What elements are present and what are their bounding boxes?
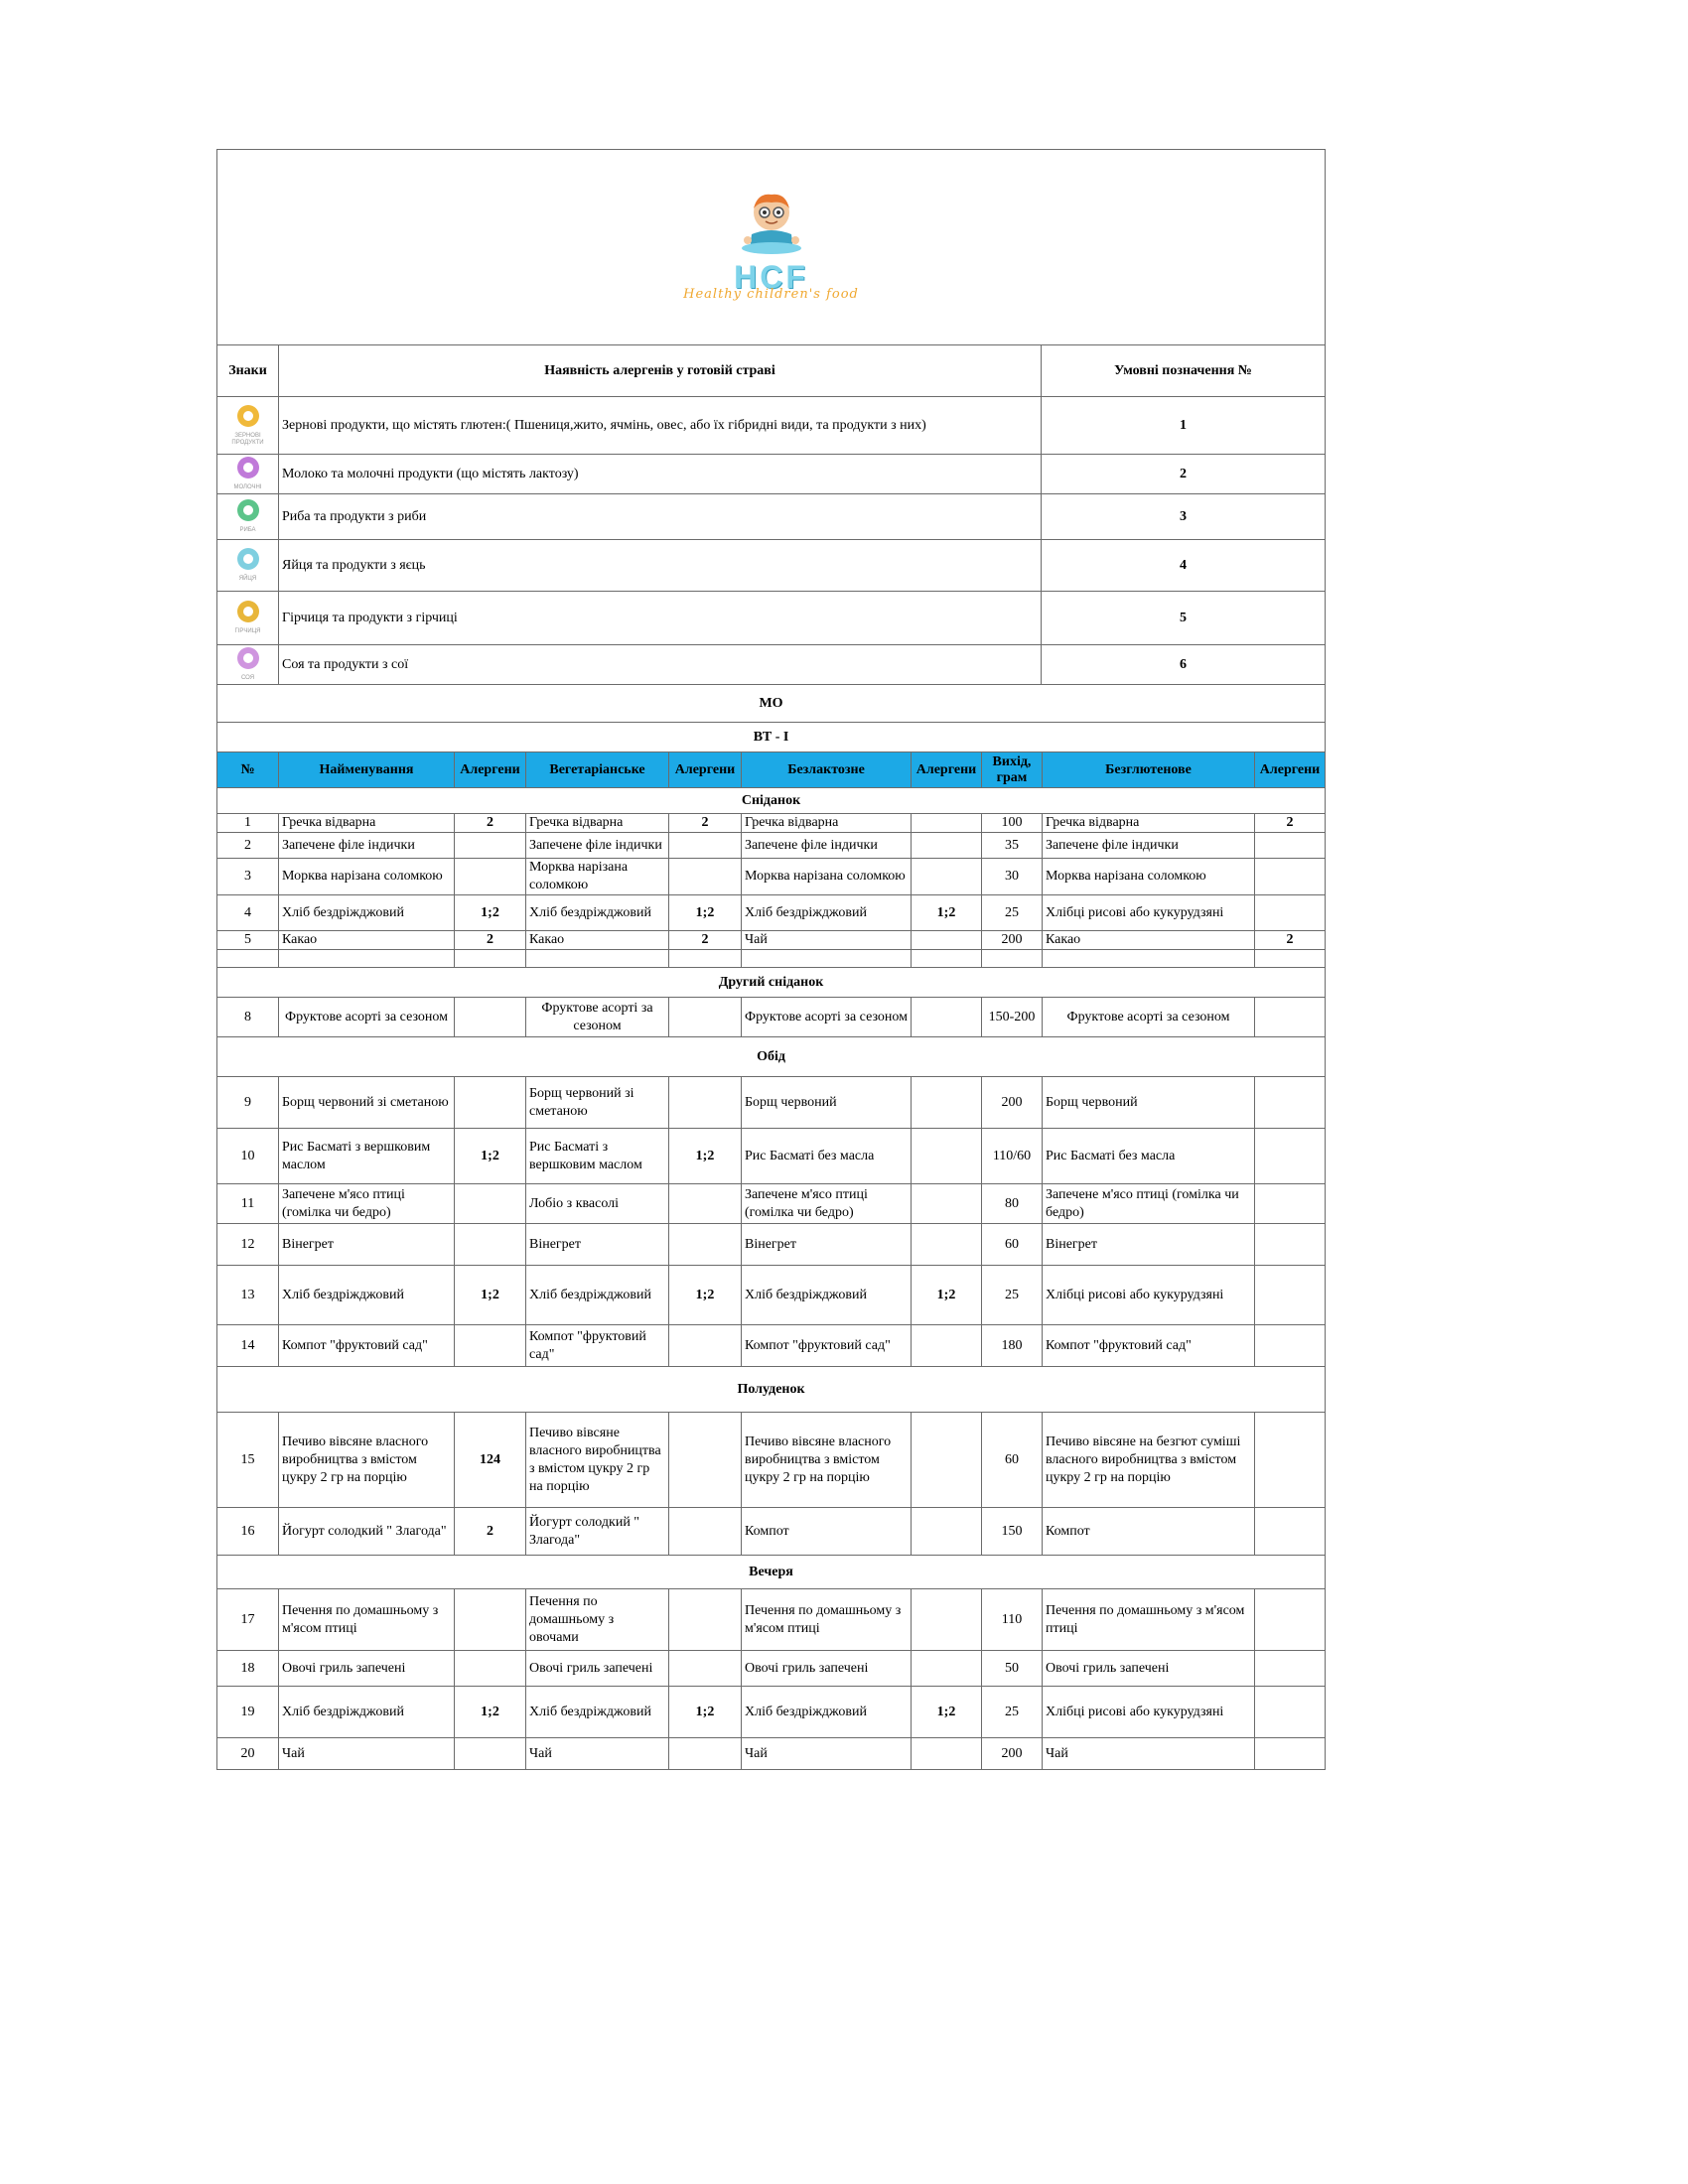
output-gram: 60 xyxy=(982,1413,1043,1508)
table-row xyxy=(217,1129,1326,1184)
grain-icon xyxy=(237,405,259,427)
legend-code: 4 xyxy=(1042,540,1326,592)
egg-icon xyxy=(237,548,259,570)
dish-lactose-free: Запечене м'ясо птиці (гомілка чи бедро) xyxy=(742,1184,912,1224)
dish-gluten-free: Гречка відварна xyxy=(1043,814,1255,833)
allergens-gluten-free xyxy=(1255,859,1326,895)
dish-vegetarian: Морква нарізана соломкою xyxy=(526,859,669,895)
legend-row xyxy=(217,455,1326,494)
allergens-vegetarian xyxy=(669,1738,742,1770)
output-gram: 25 xyxy=(982,1266,1043,1325)
row-number: 5 xyxy=(217,931,279,950)
allergens-lactose-free xyxy=(912,950,982,968)
section-row xyxy=(217,788,1326,814)
allergens-gluten-free xyxy=(1255,895,1326,931)
dish-name: Борщ червоний зі сметаною xyxy=(279,1077,455,1129)
row-number: 8 xyxy=(217,998,279,1037)
output-gram: 80 xyxy=(982,1184,1043,1224)
allergens-vegetarian: 1;2 xyxy=(669,1129,742,1184)
legend-header-allergens: Наявність алергенів у готовій страві xyxy=(279,345,1042,397)
row-number: 20 xyxy=(217,1738,279,1770)
mustard-icon xyxy=(237,601,259,622)
logo-text: HCF xyxy=(734,259,808,295)
row-number: 4 xyxy=(217,895,279,931)
allergens-vegetarian xyxy=(669,833,742,859)
row-number: 18 xyxy=(217,1651,279,1687)
output-gram: 200 xyxy=(982,1738,1043,1770)
allergens-vegetarian: 2 xyxy=(669,814,742,833)
allergens-gluten-free xyxy=(1255,998,1326,1037)
menu-day-title: ВТ - І xyxy=(217,723,1326,752)
row-number: 12 xyxy=(217,1224,279,1266)
allergens-gluten-free xyxy=(1255,1224,1326,1266)
row-number: 13 xyxy=(217,1266,279,1325)
dish-name: Хліб бездріжджовий xyxy=(279,895,455,931)
table-row xyxy=(217,1266,1326,1325)
dish-lactose-free: Гречка відварна xyxy=(742,814,912,833)
menu-sheet xyxy=(216,149,1325,1770)
legend-row xyxy=(217,540,1326,592)
allergens-lactose-free xyxy=(912,859,982,895)
legend-icon-cell xyxy=(217,645,279,685)
dish-gluten-free: Компот "фруктовий сад" xyxy=(1043,1325,1255,1367)
table-row xyxy=(217,1508,1326,1556)
title-row-day xyxy=(217,723,1326,752)
allergens-lactose-free xyxy=(912,1184,982,1224)
table-row xyxy=(217,1738,1326,1770)
allergens-lactose-free xyxy=(912,1738,982,1770)
section-row xyxy=(217,1037,1326,1077)
table-row xyxy=(217,814,1326,833)
dish-lactose-free: Фруктове асорті за сезоном xyxy=(742,998,912,1037)
allergens-lactose-free xyxy=(912,1325,982,1367)
legend-code: 3 xyxy=(1042,494,1326,540)
legend-allergen-text: Яйця та продукти з яєць xyxy=(279,540,1042,592)
section-row xyxy=(217,1367,1326,1413)
allergens-main xyxy=(455,859,526,895)
allergens-gluten-free xyxy=(1255,1129,1326,1184)
dish-lactose-free: Овочі гриль запечені xyxy=(742,1651,912,1687)
allergens-gluten-free xyxy=(1255,1738,1326,1770)
section-title: Вечеря xyxy=(217,1556,1326,1589)
dish-name: Овочі гриль запечені xyxy=(279,1651,455,1687)
dish-lactose-free: Компот "фруктовий сад" xyxy=(742,1325,912,1367)
dish-lactose-free: Запечене філе індички xyxy=(742,833,912,859)
legend-row xyxy=(217,645,1326,685)
logo-cell xyxy=(217,150,1326,345)
legend-icon-cell xyxy=(217,592,279,645)
dish-gluten-free: Запечене м'ясо птиці (гомілка чи бедро) xyxy=(1043,1184,1255,1224)
allergens-lactose-free xyxy=(912,1413,982,1508)
dish-name: Чай xyxy=(279,1738,455,1770)
dish-lactose-free: Рис Басматі без масла xyxy=(742,1129,912,1184)
allergens-main xyxy=(455,1325,526,1367)
allergens-main xyxy=(455,1077,526,1129)
allergens-gluten-free xyxy=(1255,1687,1326,1738)
output-gram: 30 xyxy=(982,859,1043,895)
dish-vegetarian: Гречка відварна xyxy=(526,814,669,833)
legend-icon-caption: ГІРЧИЦЯ xyxy=(234,628,261,634)
allergens-vegetarian: 1;2 xyxy=(669,1687,742,1738)
row-number: 2 xyxy=(217,833,279,859)
allergens-lactose-free: 1;2 xyxy=(912,1266,982,1325)
legend-table xyxy=(216,149,1326,685)
allergens-vegetarian xyxy=(669,1508,742,1556)
output-gram xyxy=(982,950,1043,968)
output-gram: 60 xyxy=(982,1224,1043,1266)
dish-gluten-free: Хлібці рисові або кукурудзяні xyxy=(1043,1687,1255,1738)
dish-lactose-free: Вінегрет xyxy=(742,1224,912,1266)
table-row xyxy=(217,1413,1326,1508)
allergens-main xyxy=(455,998,526,1037)
dish-vegetarian: Фруктове асорті за сезоном xyxy=(526,998,669,1037)
logo-tagline: Healthy children's food xyxy=(683,287,859,302)
col-header-gluten-free: Безглютенове xyxy=(1043,752,1255,788)
allergens-main xyxy=(455,1651,526,1687)
legend-header-codes: Умовні позначення № xyxy=(1042,345,1326,397)
dish-lactose-free: Печення по домашньому з м'ясом птиці xyxy=(742,1589,912,1651)
allergens-main: 1;2 xyxy=(455,1129,526,1184)
dish-lactose-free: Морква нарізана соломкою xyxy=(742,859,912,895)
legend-row xyxy=(217,494,1326,540)
dish-gluten-free xyxy=(1043,950,1255,968)
row-number: 9 xyxy=(217,1077,279,1129)
output-gram: 25 xyxy=(982,895,1043,931)
legend-icon-caption: СОЯ xyxy=(240,675,255,681)
allergens-vegetarian xyxy=(669,859,742,895)
allergens-main: 2 xyxy=(455,814,526,833)
dish-vegetarian: Чай xyxy=(526,1738,669,1770)
allergens-main xyxy=(455,950,526,968)
dish-lactose-free: Хліб бездріжджовий xyxy=(742,1266,912,1325)
row-number: 11 xyxy=(217,1184,279,1224)
allergens-lactose-free xyxy=(912,1224,982,1266)
legend-allergen-text: Риба та продукти з риби xyxy=(279,494,1042,540)
dish-gluten-free: Компот xyxy=(1043,1508,1255,1556)
dish-gluten-free: Какао xyxy=(1043,931,1255,950)
allergens-main xyxy=(455,1589,526,1651)
legend-row xyxy=(217,592,1326,645)
table-row xyxy=(217,1687,1326,1738)
allergens-lactose-free xyxy=(912,1589,982,1651)
legend-code: 2 xyxy=(1042,455,1326,494)
legend-header-signs: Знаки xyxy=(217,345,279,397)
dish-lactose-free: Компот xyxy=(742,1508,912,1556)
row-number: 1 xyxy=(217,814,279,833)
dish-gluten-free: Овочі гриль запечені xyxy=(1043,1651,1255,1687)
table-row xyxy=(217,998,1326,1037)
col-header-vegetarian: Вегетаріанське xyxy=(526,752,669,788)
dish-name: Компот "фруктовий сад" xyxy=(279,1325,455,1367)
output-gram: 150 xyxy=(982,1508,1043,1556)
dish-name: Рис Басматі з вершковим маслом xyxy=(279,1129,455,1184)
legend-icon-caption: РИБА xyxy=(239,527,256,533)
allergens-main: 1;2 xyxy=(455,1266,526,1325)
dish-name: Фруктове асорті за сезоном xyxy=(279,998,455,1037)
allergens-gluten-free xyxy=(1255,1184,1326,1224)
table-row xyxy=(217,859,1326,895)
col-header-number: № xyxy=(217,752,279,788)
allergens-main: 1;2 xyxy=(455,895,526,931)
row-number: 17 xyxy=(217,1589,279,1651)
dish-vegetarian: Запечене філе індички xyxy=(526,833,669,859)
legend-allergen-text: Зернові продукти, що містять глютен:( Пшениця,жито, ячмінь, овес, або їх гібридні види, та продукти з них) xyxy=(279,397,1042,455)
allergens-main: 1;2 xyxy=(455,1687,526,1738)
legend-code: 1 xyxy=(1042,397,1326,455)
legend-icon-cell xyxy=(217,540,279,592)
soy-icon xyxy=(237,647,259,669)
output-gram: 100 xyxy=(982,814,1043,833)
boy-mascot-icon xyxy=(724,191,819,262)
dish-gluten-free: Хлібці рисові або кукурудзяні xyxy=(1043,895,1255,931)
dish-name: Хліб бездріжджовий xyxy=(279,1266,455,1325)
allergens-main: 2 xyxy=(455,931,526,950)
row-number: 14 xyxy=(217,1325,279,1367)
table-row xyxy=(217,833,1326,859)
dish-vegetarian xyxy=(526,950,669,968)
table-row xyxy=(217,950,1326,968)
allergens-main: 2 xyxy=(455,1508,526,1556)
table-row xyxy=(217,1184,1326,1224)
allergens-lactose-free xyxy=(912,1077,982,1129)
fish-icon xyxy=(237,499,259,521)
allergens-vegetarian xyxy=(669,1184,742,1224)
section-row xyxy=(217,968,1326,998)
dish-gluten-free: Запечене філе індички xyxy=(1043,833,1255,859)
logo xyxy=(220,191,1322,304)
dish-vegetarian: Лобіо з квасолі xyxy=(526,1184,669,1224)
allergens-vegetarian xyxy=(669,998,742,1037)
allergens-lactose-free xyxy=(912,814,982,833)
dish-gluten-free: Морква нарізана соломкою xyxy=(1043,859,1255,895)
col-header-allergens: Алергени xyxy=(455,752,526,788)
row-number: 19 xyxy=(217,1687,279,1738)
allergens-main xyxy=(455,833,526,859)
row-number: 10 xyxy=(217,1129,279,1184)
table-row xyxy=(217,895,1326,931)
section-title: Полуденок xyxy=(217,1367,1326,1413)
milk-icon xyxy=(237,457,259,478)
dish-vegetarian: Компот "фруктовий сад" xyxy=(526,1325,669,1367)
section-title: Обід xyxy=(217,1037,1326,1077)
row-number: 15 xyxy=(217,1413,279,1508)
table-row xyxy=(217,1077,1326,1129)
dish-name: Запечене філе індички xyxy=(279,833,455,859)
output-gram: 50 xyxy=(982,1651,1043,1687)
dish-gluten-free: Печиво вівсяне на безгют суміші власного виробництва з вмістом цукру 2 гр на порцію xyxy=(1043,1413,1255,1508)
dish-name: Какао xyxy=(279,931,455,950)
dish-name: Морква нарізана соломкою xyxy=(279,859,455,895)
dish-name: Печиво вівсяне власного виробництва з вмістом цукру 2 гр на порцію xyxy=(279,1413,455,1508)
output-gram: 110/60 xyxy=(982,1129,1043,1184)
dish-gluten-free: Хлібці рисові або кукурудзяні xyxy=(1043,1266,1255,1325)
output-gram: 150-200 xyxy=(982,998,1043,1037)
allergens-gluten-free xyxy=(1255,1508,1326,1556)
allergens-lactose-free xyxy=(912,833,982,859)
menu-table xyxy=(216,684,1326,1770)
dish-vegetarian: Рис Басматі з вершковим маслом xyxy=(526,1129,669,1184)
allergens-lactose-free: 1;2 xyxy=(912,895,982,931)
dish-lactose-free: Печиво вівсяне власного виробництва з вмістом цукру 2 гр на порцію xyxy=(742,1413,912,1508)
menu-title: МО xyxy=(217,685,1326,723)
legend-icon-caption: ЯЙЦЯ xyxy=(238,576,257,582)
allergens-vegetarian: 1;2 xyxy=(669,895,742,931)
row-number: 16 xyxy=(217,1508,279,1556)
legend-icon-cell xyxy=(217,455,279,494)
legend-code: 6 xyxy=(1042,645,1326,685)
dish-vegetarian: Борщ червоний зі сметаною xyxy=(526,1077,669,1129)
dish-vegetarian: Какао xyxy=(526,931,669,950)
allergens-gluten-free xyxy=(1255,1589,1326,1651)
col-header-lactose-free: Безлактозне xyxy=(742,752,912,788)
allergens-lactose-free xyxy=(912,1129,982,1184)
section-title: Сніданок xyxy=(217,788,1326,814)
dish-gluten-free: Вінегрет xyxy=(1043,1224,1255,1266)
dish-gluten-free: Чай xyxy=(1043,1738,1255,1770)
dish-lactose-free: Хліб бездріжджовий xyxy=(742,1687,912,1738)
dish-name: Хліб бездріжджовий xyxy=(279,1687,455,1738)
menu-header-row xyxy=(217,752,1326,788)
output-gram: 110 xyxy=(982,1589,1043,1651)
output-gram: 200 xyxy=(982,1077,1043,1129)
output-gram: 25 xyxy=(982,1687,1043,1738)
dish-lactose-free xyxy=(742,950,912,968)
legend-icon-caption: МОЛОЧНІ xyxy=(233,484,262,490)
allergens-lactose-free xyxy=(912,1508,982,1556)
dish-lactose-free: Чай xyxy=(742,1738,912,1770)
legend-icon-cell xyxy=(217,397,279,455)
table-row xyxy=(217,1325,1326,1367)
legend-icon-cell xyxy=(217,494,279,540)
allergens-gluten-free xyxy=(1255,1325,1326,1367)
dish-vegetarian: Печиво вівсяне власного виробництва з вмістом цукру 2 гр на порцію xyxy=(526,1413,669,1508)
table-row xyxy=(217,1589,1326,1651)
dish-name: Гречка відварна xyxy=(279,814,455,833)
output-gram: 180 xyxy=(982,1325,1043,1367)
dish-name: Запечене м'ясо птиці (гомілка чи бедро) xyxy=(279,1184,455,1224)
dish-vegetarian: Вінегрет xyxy=(526,1224,669,1266)
legend-icon-caption: ЗЕРНОВІ ПРОДУКТИ xyxy=(231,432,264,446)
allergens-main xyxy=(455,1738,526,1770)
title-row-mo xyxy=(217,685,1326,723)
legend-allergen-text: Соя та продукти з сої xyxy=(279,645,1042,685)
allergens-vegetarian xyxy=(669,1651,742,1687)
dish-vegetarian: Хліб бездріжджовий xyxy=(526,1687,669,1738)
allergens-gluten-free: 2 xyxy=(1255,931,1326,950)
dish-lactose-free: Чай xyxy=(742,931,912,950)
dish-lactose-free: Борщ червоний xyxy=(742,1077,912,1129)
legend-code: 5 xyxy=(1042,592,1326,645)
allergens-main xyxy=(455,1184,526,1224)
allergens-main xyxy=(455,1224,526,1266)
legend-allergen-text: Гірчиця та продукти з гірчиці xyxy=(279,592,1042,645)
col-header-allergens: Алергени xyxy=(669,752,742,788)
allergens-vegetarian xyxy=(669,1413,742,1508)
dish-gluten-free: Печення по домашньому з м'ясом птиці xyxy=(1043,1589,1255,1651)
dish-vegetarian: Хліб бездріжджовий xyxy=(526,1266,669,1325)
dish-name: Печення по домашньому з м'ясом птиці xyxy=(279,1589,455,1651)
allergens-vegetarian xyxy=(669,1589,742,1651)
legend-allergen-text: Молоко та молочні продукти (що містять лактозу) xyxy=(279,455,1042,494)
allergens-vegetarian xyxy=(669,1224,742,1266)
allergens-vegetarian xyxy=(669,1325,742,1367)
dish-vegetarian: Хліб бездріжджовий xyxy=(526,895,669,931)
allergens-gluten-free: 2 xyxy=(1255,814,1326,833)
allergens-gluten-free xyxy=(1255,833,1326,859)
allergens-lactose-free xyxy=(912,998,982,1037)
allergens-gluten-free xyxy=(1255,950,1326,968)
allergens-lactose-free xyxy=(912,1651,982,1687)
output-gram: 35 xyxy=(982,833,1043,859)
section-row xyxy=(217,1556,1326,1589)
allergens-vegetarian: 1;2 xyxy=(669,1266,742,1325)
col-header-allergens: Алергени xyxy=(1255,752,1326,788)
dish-name: Вінегрет xyxy=(279,1224,455,1266)
output-gram: 200 xyxy=(982,931,1043,950)
dish-vegetarian: Печення по домашньому з овочами xyxy=(526,1589,669,1651)
dish-lactose-free: Хліб бездріжджовий xyxy=(742,895,912,931)
allergens-vegetarian xyxy=(669,1077,742,1129)
allergens-main: 124 xyxy=(455,1413,526,1508)
table-row xyxy=(217,931,1326,950)
table-row xyxy=(217,1224,1326,1266)
allergens-vegetarian xyxy=(669,950,742,968)
dish-vegetarian: Овочі гриль запечені xyxy=(526,1651,669,1687)
allergens-lactose-free: 1;2 xyxy=(912,1687,982,1738)
allergens-gluten-free xyxy=(1255,1413,1326,1508)
col-header-allergens: Алергени xyxy=(912,752,982,788)
table-row xyxy=(217,1651,1326,1687)
dish-vegetarian: Йогурт солодкий " Злагода" xyxy=(526,1508,669,1556)
section-title: Другий сніданок xyxy=(217,968,1326,998)
col-header-output-gram: Вихід, грам xyxy=(982,752,1043,788)
dish-name xyxy=(279,950,455,968)
allergens-gluten-free xyxy=(1255,1077,1326,1129)
allergens-gluten-free xyxy=(1255,1651,1326,1687)
dish-gluten-free: Борщ червоний xyxy=(1043,1077,1255,1129)
dish-gluten-free: Рис Басматі без масла xyxy=(1043,1129,1255,1184)
col-header-name: Найменування xyxy=(279,752,455,788)
dish-gluten-free: Фруктове асорті за сезоном xyxy=(1043,998,1255,1037)
allergens-vegetarian: 2 xyxy=(669,931,742,950)
allergens-gluten-free xyxy=(1255,1266,1326,1325)
row-number xyxy=(217,950,279,968)
dish-name: Йогурт солодкий " Злагода" xyxy=(279,1508,455,1556)
legend-row xyxy=(217,397,1326,455)
row-number: 3 xyxy=(217,859,279,895)
allergens-lactose-free xyxy=(912,931,982,950)
